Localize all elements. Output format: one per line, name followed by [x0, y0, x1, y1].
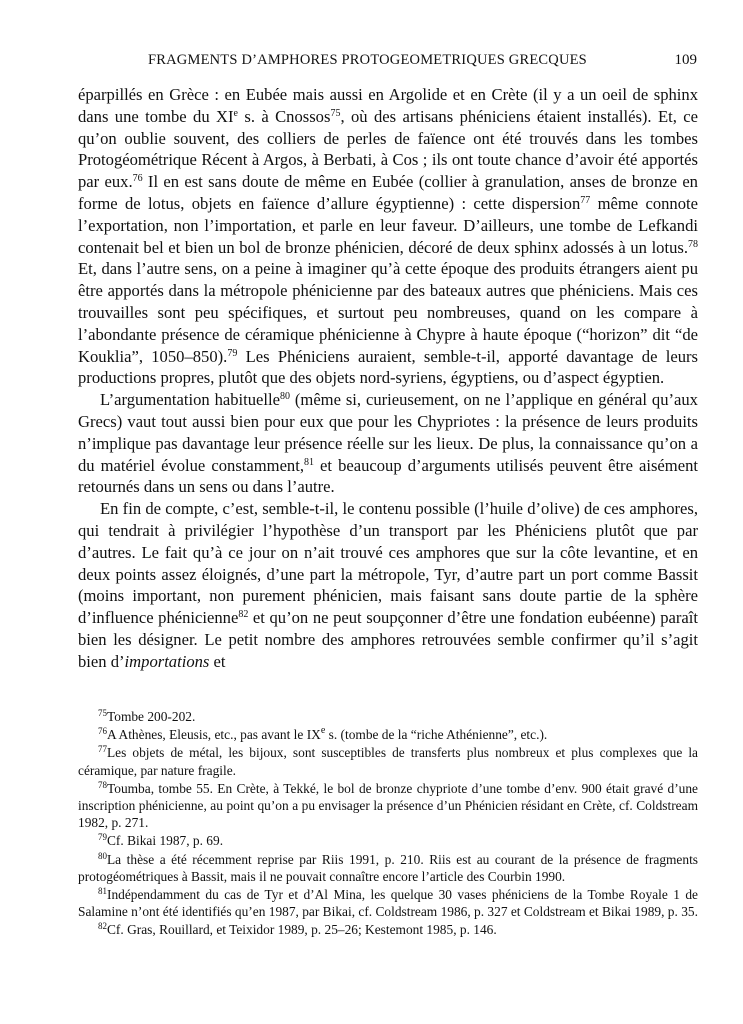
- footnote-text: Cf. Gras, Rouillard, et Teixidor 1989, p. 25–26; Kestemont 1985, p. 146.: [107, 922, 497, 938]
- footnote-text: La thèse a été récemment reprise par Riis 1991, p. 210. Riis est au courant de la présence de fragments protogéométriques à Bassit, mais il ne pouvait connaître encore l’article des Courbin 1990.: [78, 851, 698, 884]
- paragraph-3: [78, 498, 698, 672]
- text-run: (même si, curieusement, on ne l’applique en général qu’aux Grecs) vaut tout aussi bien pour eux que pour les Chypriotes : la présence de leurs produits n’implique pas davantage leur présence réelle sur les lieux. De plus, la connaissance qu’on a du matériel évolue constamment,: [78, 390, 698, 475]
- text-run: Et, dans l’autre sens, on a peine à imaginer qu’à cette époque des produits étrangers aient pu être apportés dans la métropole phénicienne par des bateaux autres que phéniciens. Mais ces trouvailles sont peu spécifiques, et surtout peu nombreuses, quand on les compare à l’abondante présence de céramique phénicienne à Chypre à haute époque (“horizon” dit “de Kouklia”, 1050–850).: [78, 259, 698, 366]
- footnote: [78, 886, 698, 920]
- footnote-number: 82: [98, 921, 107, 932]
- running-header: [78, 52, 697, 74]
- running-title: FRAGMENTS D’AMPHORES PROTOGEOMETRIQUES GRECQUES: [148, 52, 587, 68]
- footnote-ref[interactable]: 80: [280, 391, 290, 403]
- footnote-number: 80: [98, 850, 107, 861]
- footnotes: [78, 708, 698, 940]
- text-run: Les Phéniciens auraient, semble-t-il, apporté davantage de leurs productions propres, plutôt que des objets nord-syriens, égyptiens, ou d’aspect égyptien.: [78, 346, 698, 388]
- text-run: L’argumentation habituelle: [100, 390, 280, 410]
- footnote: [78, 726, 698, 743]
- main-text: [78, 84, 698, 673]
- superscript: e: [320, 725, 326, 737]
- footnote-ref[interactable]: 82: [238, 609, 249, 621]
- footnote-text: A Athènes, Eleusis, etc., pas avant le IX: [107, 727, 321, 743]
- superscript: e: [233, 107, 238, 119]
- text-run: En fin de compte, c’est, semble-t-il, le contenu possible (l’huile d’olive) de ces amphores, qui tendrait à privilégier l’hypothèse d’un transport par les Phéniciens plutôt que par d’autres. Le fait qu’à ce jour on n’ait trouvé ces amphores que sur la côte levantine, et en deux points assez éloignés, d’une part la métropole, Tyr, d’autre part un port comme Bassit (moins important, non purement phénicien, mais faisant sans doute partie de la sphère d’influence phénicienne: [78, 499, 698, 628]
- footnote-text: Tombe 200-202.: [107, 709, 196, 724]
- footnote: [78, 832, 698, 849]
- footnote-ref[interactable]: 75: [330, 107, 341, 119]
- text-run: et qu’on ne peut soupçonner d’être une fondation eubéenne) paraît bien les désigner. Le petit nombre des amphores retrouvées semble confirmer qu’il s’agit bien d’: [78, 608, 698, 671]
- footnote-ref[interactable]: 78: [688, 238, 698, 250]
- italic-term: importations: [124, 651, 210, 671]
- footnote-text: Toumba, tombe 55. En Crète, à Tekké, le bol de bronze chypriote d’une tombe d’env. 900 était gravé d’une inscription phénicienne, au point qu’on a pu envisager la présence d’un Phénicien résidant en Crète, cf. Coldstream 1982, p. 271.: [78, 780, 698, 831]
- footnote-text: Les objets de métal, les bijoux, sont susceptibles de transferts plus nombreux et plus complexes que la céramique, par nature fragile.: [78, 745, 698, 778]
- footnote: [78, 744, 698, 778]
- footnote-number: 76: [98, 726, 107, 737]
- page-number: 109: [674, 52, 697, 68]
- paragraph-2: [78, 389, 698, 498]
- footnote-number: 78: [98, 779, 107, 790]
- footnote-ref[interactable]: 81: [303, 456, 314, 468]
- text-run: Il en est sans doute de même en Eubée (collier à granulation, anses de bronze en forme de lotus, objets en faïence d’allure égyptienne) : cette dispersion: [78, 172, 698, 213]
- text-run: et beaucoup d’arguments utilisés peuvent être aisément retournés dans un sens ou dans l’autre.: [78, 455, 698, 497]
- text-run: s. à Cnossos: [237, 106, 331, 126]
- text-run: éparpillés en Grèce : en Eubée mais aussi en Argolide et en Crète (il y a un oeil de sphinx dans une tombe du XI: [78, 85, 698, 126]
- footnote: [78, 921, 698, 938]
- footnote-text: Indépendamment du cas de Tyr et d’Al Mina, les quelque 30 vases phéniciens de la Tombe Royale 1 de Salamine n’ont été identifiés qu’en 1987, par Bikai, cf. Coldstream 1986, p. 327 et Coldstream et Bikai 1989, p. 35.: [78, 887, 698, 920]
- footnote: [78, 780, 698, 832]
- footnote-ref[interactable]: 77: [580, 194, 591, 206]
- text-run: , où des artisans phéniciens étaient installés). Et, ce qu’on oublie souvent, des colliers de perles de faïence ont été trouvés dans les tombes Protogéométrique Récent à Argos, à Berbati, à Cos ; ils ont toute chance d’avoir été apportés par eux.: [78, 106, 698, 192]
- footnote-number: 75: [98, 708, 107, 718]
- paragraph-1: [78, 84, 698, 389]
- footnote-text: s. (tombe de la “riche Athénienne”, etc.).: [325, 727, 548, 743]
- footnote-text: Cf. Bikai 1987, p. 69.: [107, 833, 224, 849]
- text-run: même connote l’exportation, non l’importation, et parle en leur faveur. D’ailleurs, une tombe de Lefkandi contenait bel et bien un bol de bronze phénicien, décoré de deux sphinx adossés à un lotus.: [78, 193, 698, 257]
- footnote-number: 81: [98, 886, 107, 897]
- footnote: [78, 851, 698, 885]
- text-run: et: [209, 651, 226, 671]
- footnote-ref[interactable]: 79: [227, 347, 238, 359]
- footnote-number: 79: [98, 832, 107, 843]
- footnote: [78, 708, 698, 725]
- footnote-number: 77: [98, 744, 107, 755]
- footnote-ref[interactable]: 76: [132, 173, 143, 185]
